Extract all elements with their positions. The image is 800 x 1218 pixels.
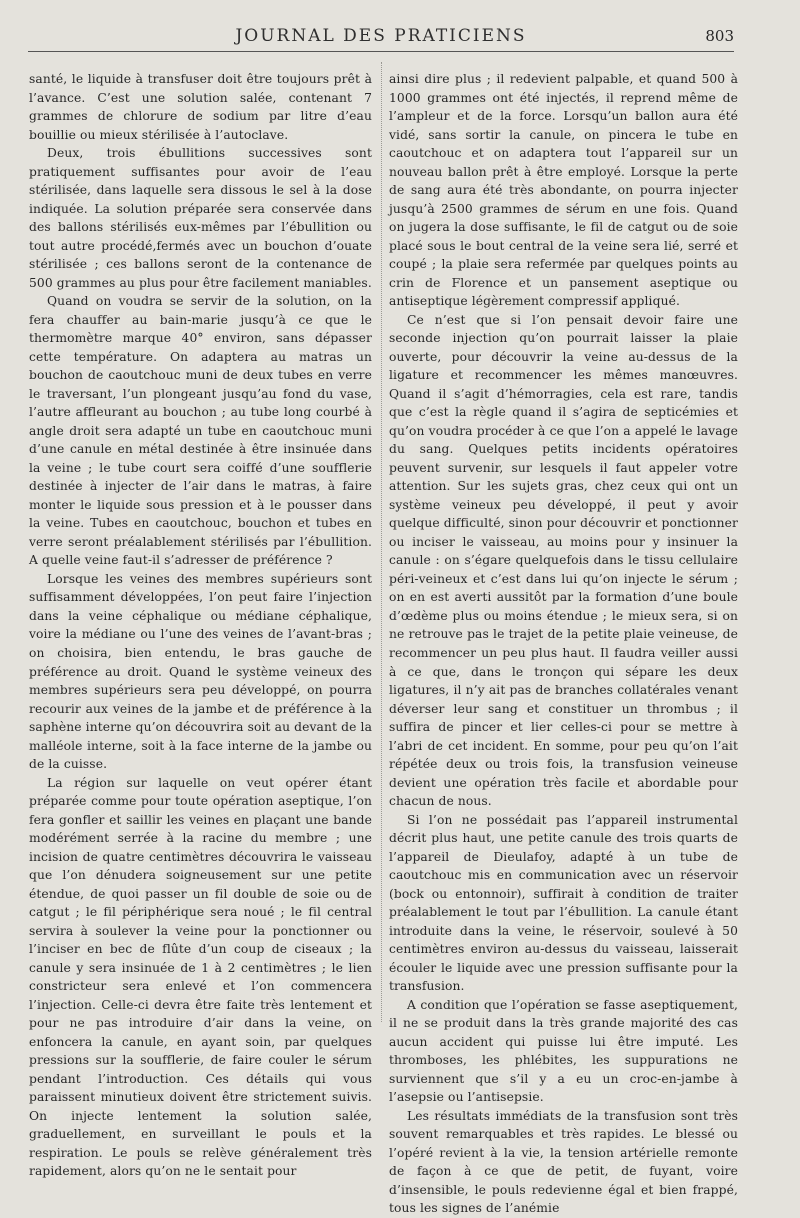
paragraph: La région sur laquelle on veut opérer étant préparée comme pour toute opération aseptique, l’on fera gonfler et saillir les veines en plaçant une bande modérément serrée à la racine du membre ; une incision de quatre centimètres découvrira le vaisseau que l’on dénudera soigneusement sur une petite étendue, de quoi passer un fil double de soie ou de catgut ; le fil périphérique sera noué ; le fil central servira à soulever la veine pour la ponctionner ou l’inciser en bec de flûte d’un coup de ciseaux ; la canule y sera insinuée de 1 à 2 centimètres ; le lien constricteur sera enlevé et l’on commencera l’injection. Celle-ci devra être faite très lentement et pour ne pas introduire d’air dans la veine, on enfoncera la canule, en ayant soin, par quelques pressions sur la soufflerie, de faire couler le sérum pendant l’introduction. Ces détails qui vous paraissent minutieux doivent être strictement suivis. On injecte lentement la solution salée, graduellement, en surveillant le pouls et la respiration. Le pouls se relève généralement très rapidement, alors qu’on ne le sentait pour <box>29 775 372 1179</box>
paragraph: Les résultats immédiats de la transfusion sont très souvent remarquables et très rapides. Le blessé ou l’opéré revient à la vie, la tension artérielle remonte de façon à ce que de petit, de fuyant, voire d’insensible, le pouls redevienne égal et bien frappé, tous les signes de l’anémie <box>389 1108 738 1216</box>
page-number: 803 <box>705 27 734 45</box>
paragraph: Lorsque les veines des membres supérieurs sont suffisamment développées, l’on peut faire l’injection dans la veine céphalique ou médiane céphalique, voire la médiane ou l’une des veines de l’avant-bras ; on choisira, bien entendu, le bras gauche de préférence au droit. Quand le système veineux des membres supérieurs sera peu développé, on pourra recourir aux veines de la jambe et de préférence à la saphène interne qu’on découvrira soit au devant de la malléole interne, soit à la face interne de la jambe ou de la cuisse. <box>29 571 372 772</box>
right-column <box>389 70 738 1216</box>
paragraph: Deux, trois ébullitions successives sont pratiquement suffisantes pour avoir de l’eau stérilisée, dans laquelle sera dissous le sel à la dose indiquée. La solution préparée sera conservée dans des ballons stérilisés eux-mêmes par l’ébullition ou tout autre procédé,fermés avec un bouchon d’ouate stérilisée ; ces ballons seront de la contenance de 500 grammes au plus pour être facilement maniables. <box>29 146 372 290</box>
column-divider <box>381 62 382 1022</box>
paragraph: ainsi dire plus ; il redevient palpable, et quand 500 à 1000 grammes ont été injectés, il reprend même de l’ampleur et de la force. Lorsqu’un ballon aura été vidé, sans sortir la canule, on pincera le tube en caoutchouc et on adaptera tout l’appareil sur un nouveau ballon prêt à être employé. Lorsque la perte de sang aura été très abondante, on pourra injecter jusqu’à 2500 grammes de sérum en une fois. Quand on jugera la dose suffisante, le fil de catgut ou de soie placé sous le bout central de la veine sera lié, serré et coupé ; la plaie sera refermée par quelques points au crin de Florence et un pansement aseptique ou antiseptique légèrement compressif appliqué. <box>389 72 738 309</box>
paragraph: Quand on voudra se servir de la solution, on la fera chauffer au bain-marie jusqu’à ce que le thermomètre marque 40° environ, sans dépasser cette température. On adaptera au matras un bouchon de caoutchouc muni de deux tubes en verre le traversant, l’un plongeant jusqu’au fond du vase, l’autre affleurant au bouchon ; au tube long courbé à angle droit sera adapté un tube en caoutchouc muni d’une canule en métal destinée à être insinuée dans la veine ; le tube court sera coiffé d’une soufflerie destinée à injecter de l’air dans le matras, à faire monter le liquide sous pression et à le pousser dans la veine. Tubes en caoutchouc, bouchon et tubes en verre seront préalablement stérilisés par l’ébullition. A quelle veine faut-il s’adresser de préférence ? <box>29 294 372 568</box>
left-column <box>29 70 372 1179</box>
page-header <box>28 24 734 52</box>
running-title: JOURNAL DES PRATICIENS <box>235 26 527 46</box>
paragraph: A condition que l’opération se fasse aseptiquement, il ne se produit dans la très grande majorité des cas aucun accident qui puisse lui être imputé. Les thromboses, les phlébites, les suppurations ne surviennent que s’il y a eu un croc-en-jambe à l’asepsie ou l’antisepsie. <box>389 997 738 1105</box>
paragraph: Ce n’est que si l’on pensait devoir faire une seconde injection qu’on pourrait laisser la plaie ouverte, pour découvrir la veine au-dessus de la ligature et recommencer les mêmes manœuvres. Quand il s’agit d’hémorragies, cela est rare, tandis que c’est la règle quand il s’agira de septicémies et qu’on voudra procéder à ce que l’on a appelé le lavage du sang. Quelques petits incidents opératoires peuvent survenir, sur lesquels il faut appeler votre attention. Sur les sujets gras, chez ceux qui ont un système veineux peu développé, il peut y avoir quelque difficulté, sinon pour découvrir et ponctionner ou inciser le vaisseau, au moins pour y insinuer la canule : on s’égare quelquefois dans le tissu cellulaire péri-veineux et c’est dans lui qu’on injecte le sérum ; on en est averti aussitôt par la formation d’une boule d’œdème plus ou moins étendue ; le mieux sera, si on ne retrouve pas le trajet de la petite plaie veineuse, de recommencer un peu plus haut. Il faudra veiller aussi à ce que, dans le tronçon qui sépare les deux ligatures, il n’y ait pas de branches collatérales venant déverser leur sang et constituer un thrombus ; il suffira de pincer et lier celles-ci pour se mettre à l’abri de cet incident. En somme, pour peu qu’on l’ait répétée deux ou trois fois, la transfusion veineuse devient une opération très facile et abordable pour chacun de nous. <box>389 312 738 809</box>
paragraph: santé, le liquide à transfuser doit être toujours prêt à l’avance. C’est une solution salée, contenant 7 grammes de chlorure de sodium par litre d’eau bouillie ou mieux stérilisée à l’autoclave. <box>29 72 372 142</box>
paragraph: Si l’on ne possédait pas l’appareil instrumental décrit plus haut, une petite canule des trois quarts de l’appareil de Dieulafoy, adapté à un tube de caoutchouc mis en communication avec un réservoir (bock ou entonnoir), suffirait à condition de traiter préalablement le tout par l’ébullition. La canule étant introduite dans la veine, le réservoir, soulevé à 50 centimètres environ au-dessus du vaisseau, laisserait écouler le liquide avec une pression suffisante pour la transfusion. <box>389 812 738 994</box>
header-rule <box>28 51 734 52</box>
